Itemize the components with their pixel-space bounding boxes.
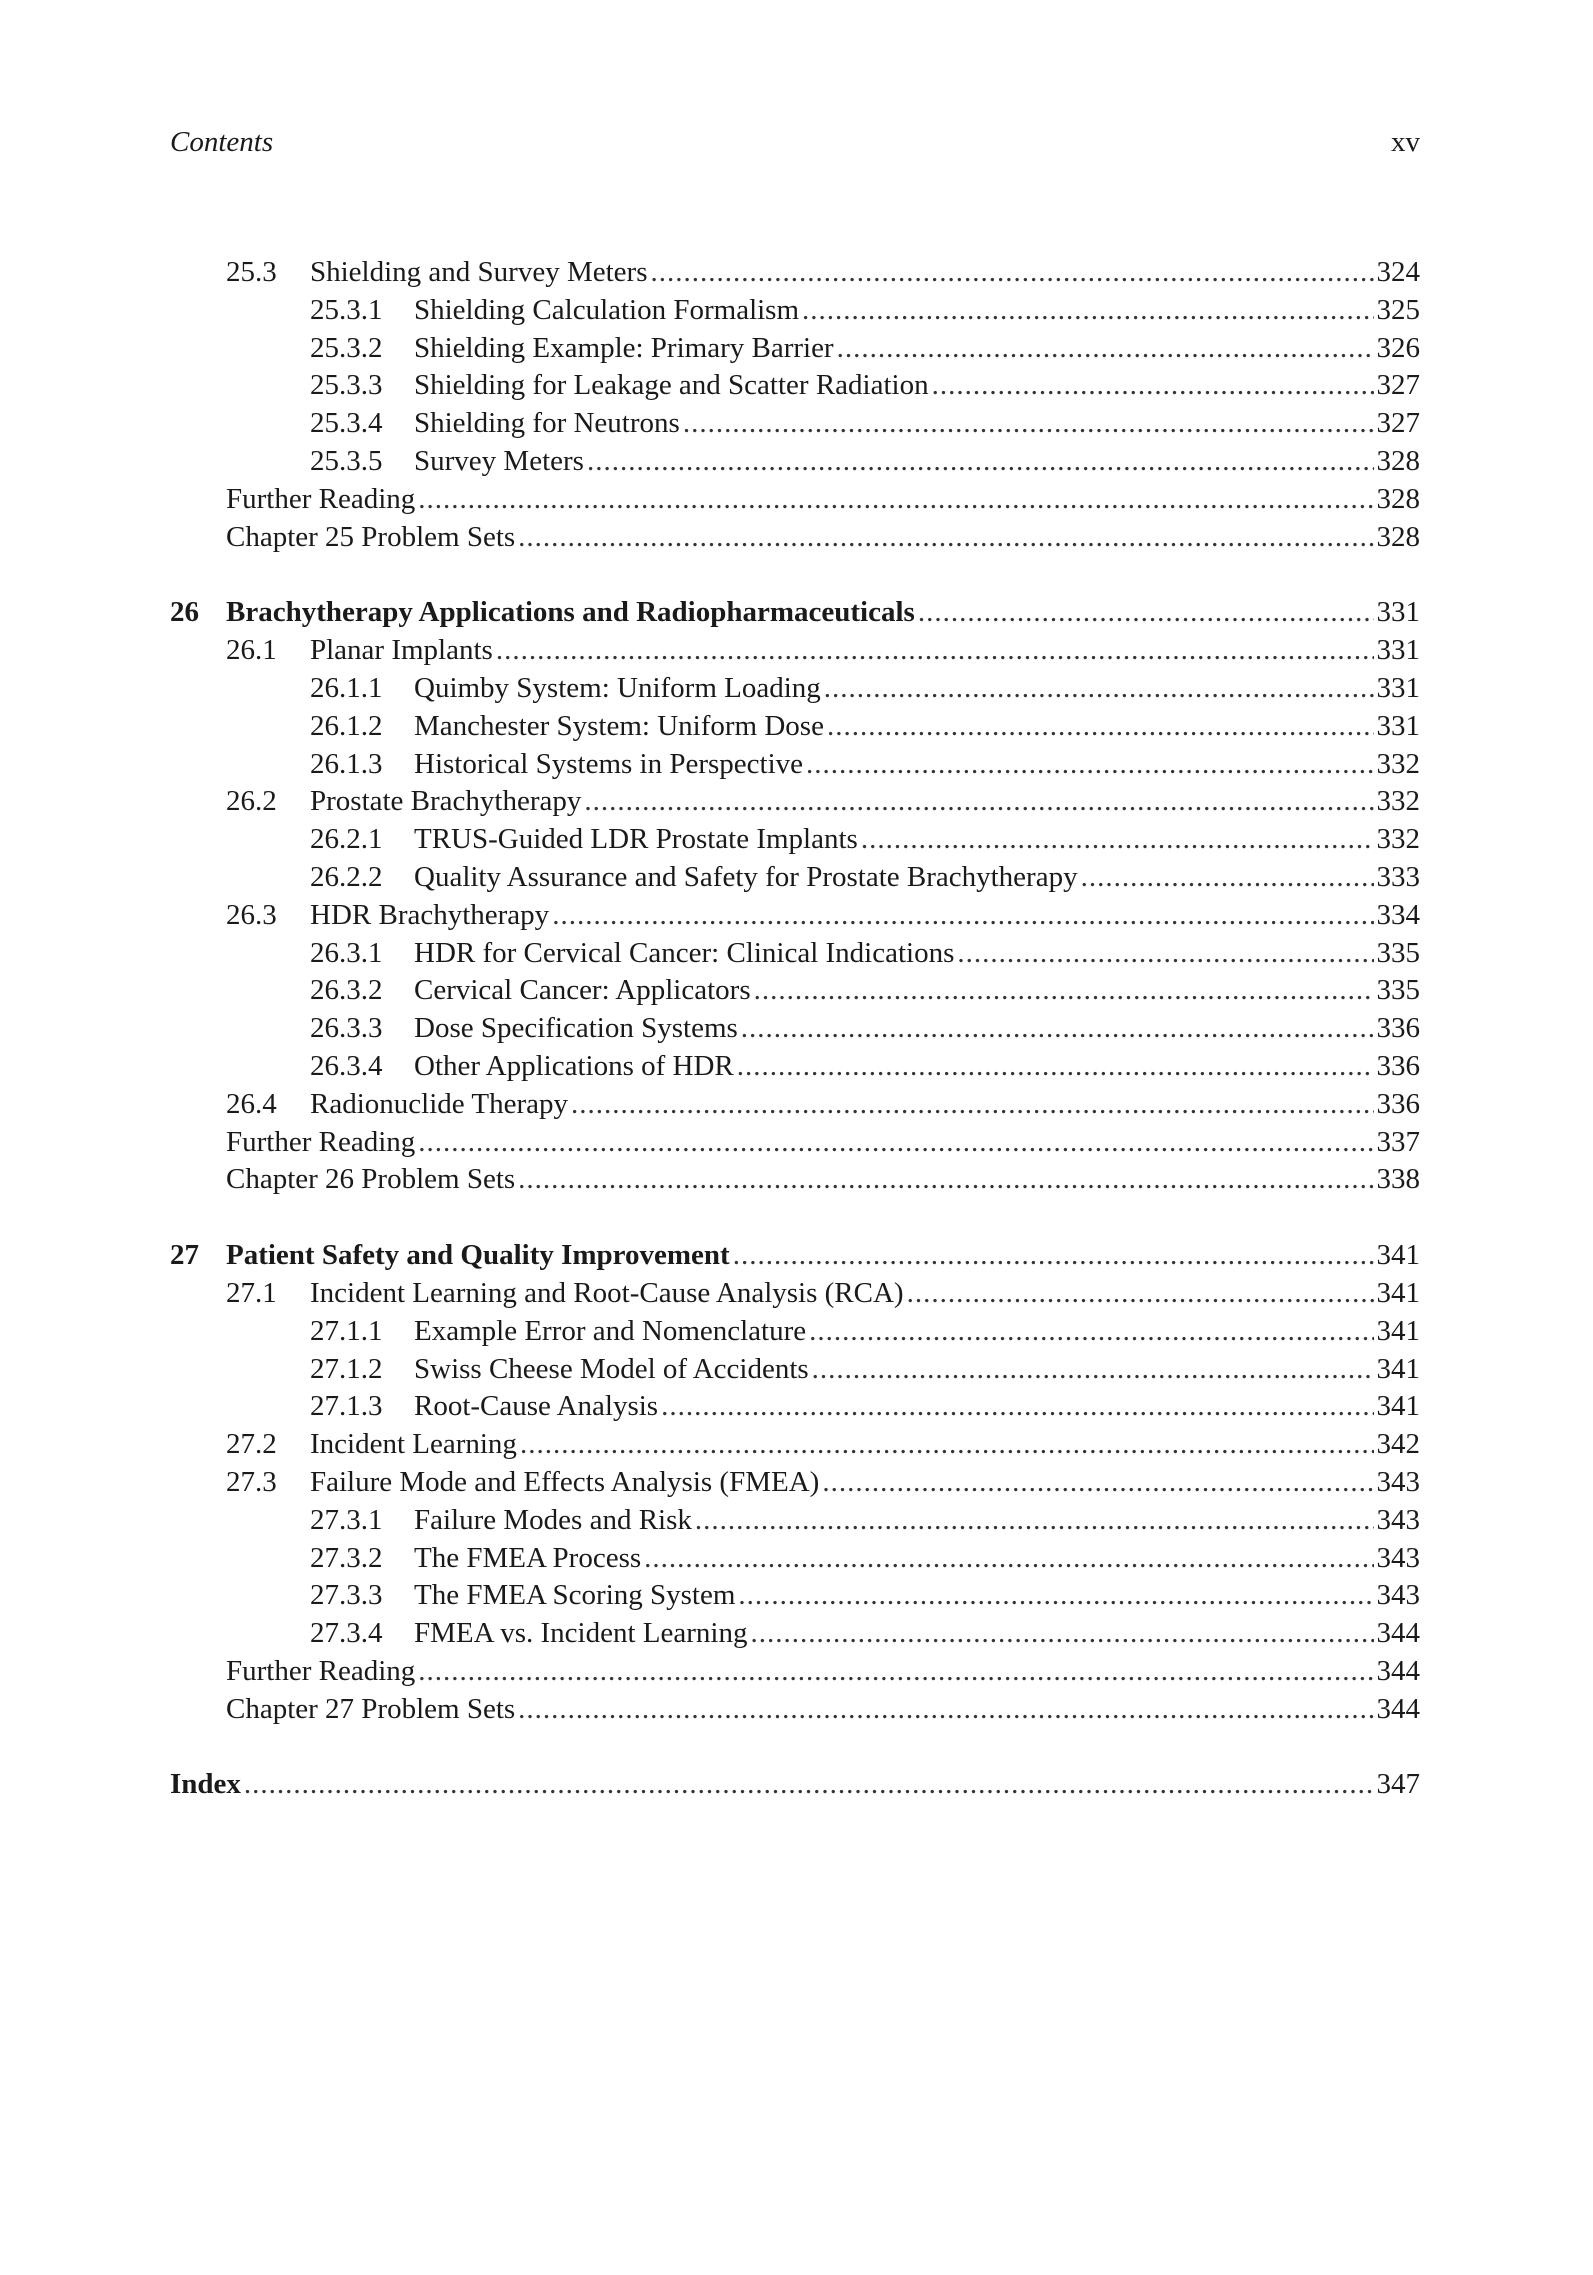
- toc-entry-number: 26.3.3: [310, 1012, 383, 1045]
- dot-leader: [518, 519, 1373, 557]
- toc-subsection-entry[interactable]: [170, 708, 1420, 746]
- toc-entry-title: Failure Mode and Effects Analysis (FMEA): [310, 1465, 820, 1498]
- toc-entry-title: HDR Brachytherapy: [310, 898, 550, 931]
- dot-leader: [244, 1766, 1374, 1804]
- toc-entry-page-number: 332: [1376, 785, 1420, 818]
- toc-entry-number: 27: [170, 1239, 199, 1272]
- dot-leader: [520, 1426, 1374, 1464]
- toc-entry-number: 26.1: [226, 634, 277, 667]
- dot-leader: [861, 821, 1374, 859]
- toc-entry-page-number: 344: [1376, 1654, 1420, 1687]
- toc-entry-number: 27.1: [226, 1276, 277, 1309]
- toc-entry-number: 25.3.5: [310, 444, 383, 477]
- dot-leader: [809, 1313, 1373, 1351]
- toc-entry-title: Further Reading: [226, 482, 416, 515]
- toc-entry-number: 26.1.2: [310, 709, 383, 742]
- toc-entry-number: 25.3.1: [310, 293, 383, 326]
- toc-entry-page-number: 328: [1376, 520, 1420, 553]
- toc-entry-number: 27.3: [226, 1465, 277, 1498]
- toc-entry-number: 26.3.2: [310, 974, 383, 1007]
- dot-leader: [518, 1691, 1373, 1729]
- toc-subsection-entry[interactable]: [170, 1388, 1420, 1426]
- dot-leader: [584, 783, 1373, 821]
- toc-chapter-entry[interactable]: [170, 1237, 1420, 1275]
- toc-entry-page-number: 341: [1376, 1314, 1420, 1347]
- toc-subsection-entry[interactable]: [170, 330, 1420, 368]
- toc-entry-title: Quimby System: Uniform Loading: [414, 671, 821, 704]
- toc-entry-page-number: 332: [1376, 823, 1420, 856]
- toc-subsection-entry[interactable]: [170, 1540, 1420, 1578]
- toc-entry-page-number: 336: [1376, 1087, 1420, 1120]
- toc-entry-page-number: 336: [1376, 1012, 1420, 1045]
- toc-subsection-entry[interactable]: [170, 746, 1420, 784]
- toc-entry-number: 26.1.3: [310, 747, 383, 780]
- toc-entry-page-number: 341: [1376, 1239, 1420, 1272]
- dot-leader: [587, 443, 1374, 481]
- dot-leader: [1081, 859, 1374, 897]
- toc-entry-number: 26.3.4: [310, 1049, 383, 1082]
- dot-leader: [824, 670, 1374, 708]
- dot-leader: [650, 254, 1373, 292]
- toc-entry-page-number: 343: [1376, 1465, 1420, 1498]
- toc-entry-title: Shielding Calculation Formalism: [414, 293, 800, 326]
- dot-leader: [957, 935, 1373, 973]
- toc-entry-title: Chapter 26 Problem Sets: [226, 1163, 516, 1196]
- toc-section-entry[interactable]: [170, 1691, 1420, 1729]
- toc-entry-title: The FMEA Scoring System: [414, 1579, 736, 1612]
- toc-entry-page-number: 331: [1376, 596, 1420, 629]
- dot-leader: [754, 972, 1374, 1010]
- toc-subsection-entry[interactable]: [170, 1351, 1420, 1389]
- toc-entry-title: Index: [170, 1768, 241, 1801]
- toc-entry-page-number: 327: [1376, 369, 1420, 402]
- toc-entry-page-number: 341: [1376, 1390, 1420, 1423]
- toc-section-entry[interactable]: [170, 897, 1420, 935]
- toc-entry-title: Root-Cause Analysis: [414, 1390, 659, 1423]
- toc-entry-number: 27.1.2: [310, 1352, 383, 1385]
- toc-entry-title: Swiss Cheese Model of Accidents: [414, 1352, 809, 1385]
- toc-subsection-entry[interactable]: [170, 972, 1420, 1010]
- toc-entry-page-number: 333: [1376, 860, 1420, 893]
- toc-entry-page-number: 331: [1376, 634, 1420, 667]
- running-head-section: Contents: [170, 126, 274, 158]
- toc-entry-page-number: 335: [1376, 936, 1420, 969]
- table-of-contents: [170, 254, 1420, 1804]
- dot-leader: [661, 1388, 1373, 1426]
- toc-entry-title: Incident Learning and Root-Cause Analysis (RCA): [310, 1276, 904, 1309]
- toc-section-entry[interactable]: [170, 1124, 1420, 1162]
- toc-entry-title: Brachytherapy Applications and Radiopharmaceuticals: [226, 596, 915, 629]
- toc-entry-page-number: 325: [1376, 293, 1420, 326]
- dot-leader: [812, 1351, 1374, 1389]
- dot-leader: [837, 330, 1374, 368]
- toc-entry-title: Failure Modes and Risk: [414, 1503, 692, 1536]
- toc-entry-number: 27.3.3: [310, 1579, 383, 1612]
- dot-leader: [932, 367, 1374, 405]
- toc-subsection-entry[interactable]: [170, 1615, 1420, 1653]
- toc-entry-title: TRUS-Guided LDR Prostate Implants: [414, 823, 858, 856]
- toc-entry-page-number: 335: [1376, 974, 1420, 1007]
- toc-entry-page-number: 344: [1376, 1617, 1420, 1650]
- toc-entry-title: Shielding for Leakage and Scatter Radiation: [414, 369, 929, 402]
- dot-leader: [496, 632, 1374, 670]
- dot-leader: [683, 405, 1374, 443]
- toc-subsection-entry[interactable]: [170, 292, 1420, 330]
- toc-entry-page-number: 332: [1376, 747, 1420, 780]
- toc-entry-page-number: 324: [1376, 256, 1420, 288]
- toc-subsection-entry[interactable]: [170, 405, 1420, 443]
- toc-entry-page-number: 326: [1376, 331, 1420, 364]
- toc-entry-number: 27.1.1: [310, 1314, 383, 1347]
- toc-entry-title: The FMEA Process: [414, 1541, 642, 1574]
- dot-leader: [738, 1577, 1373, 1615]
- toc-subsection-entry[interactable]: [170, 859, 1420, 897]
- toc-entry-number: 26.1.1: [310, 671, 383, 704]
- toc-section-entry[interactable]: [170, 1086, 1420, 1124]
- toc-entry-title: Example Error and Nomenclature: [414, 1314, 807, 1347]
- toc-section-entry[interactable]: [170, 1161, 1420, 1199]
- dot-leader: [827, 708, 1374, 746]
- toc-entry-number: 26.3: [226, 898, 277, 931]
- toc-entry-title: Planar Implants: [310, 634, 493, 667]
- toc-entry-page-number: 328: [1376, 444, 1420, 477]
- dot-leader: [822, 1464, 1373, 1502]
- toc-entry-page-number: 343: [1376, 1503, 1420, 1536]
- dot-leader: [907, 1275, 1374, 1313]
- toc-entry-title: Incident Learning: [310, 1428, 517, 1461]
- toc-entry-number: 26.2.1: [310, 823, 383, 856]
- toc-entry-page-number: 344: [1376, 1692, 1420, 1725]
- dot-leader: [806, 746, 1373, 784]
- toc-entry-number: 25.3.4: [310, 407, 383, 440]
- toc-entry-page-number: 343: [1376, 1541, 1420, 1574]
- toc-entry-title: Other Applications of HDR: [414, 1049, 734, 1082]
- toc-chapter-entry[interactable]: [170, 594, 1420, 632]
- toc-entry-page-number: 328: [1376, 482, 1420, 515]
- toc-subsection-entry[interactable]: [170, 1502, 1420, 1540]
- toc-subsection-entry[interactable]: [170, 1313, 1420, 1351]
- toc-entry-page-number: 334: [1376, 898, 1420, 931]
- dot-leader: [802, 292, 1373, 330]
- toc-entry-page-number: 338: [1376, 1163, 1420, 1196]
- toc-entry-title: Shielding and Survey Meters: [310, 256, 648, 288]
- toc-section-entry[interactable]: [170, 1464, 1420, 1502]
- toc-subsection-entry[interactable]: [170, 1048, 1420, 1086]
- toc-entry-page-number: 337: [1376, 1125, 1420, 1158]
- toc-chapter-entry[interactable]: [170, 1766, 1420, 1804]
- toc-entry-title: HDR for Cervical Cancer: Clinical Indications: [414, 936, 955, 969]
- toc-entry-number: 27.3.2: [310, 1541, 383, 1574]
- toc-entry-title: Shielding for Neutrons: [414, 407, 680, 440]
- toc-entry-number: 26.4: [226, 1087, 277, 1120]
- dot-leader: [644, 1540, 1373, 1578]
- toc-entry-page-number: 342: [1376, 1428, 1420, 1461]
- toc-entry-page-number: 347: [1376, 1768, 1420, 1801]
- toc-entry-number: 26: [170, 596, 199, 629]
- toc-entry-number: 26.3.1: [310, 936, 383, 969]
- toc-entry-page-number: 327: [1376, 407, 1420, 440]
- page-folio: xv: [1391, 126, 1420, 158]
- toc-entry-number: 27.2: [226, 1428, 277, 1461]
- toc-section-entry[interactable]: [170, 632, 1420, 670]
- dot-leader: [750, 1615, 1373, 1653]
- toc-entry-number: 25.3.2: [310, 331, 383, 364]
- dot-leader: [571, 1086, 1374, 1124]
- toc-entry-title: Chapter 25 Problem Sets: [226, 520, 516, 553]
- toc-subsection-entry[interactable]: [170, 443, 1420, 481]
- toc-section-entry[interactable]: [170, 1653, 1420, 1691]
- toc-entry-title: Shielding Example: Primary Barrier: [414, 331, 834, 364]
- toc-entry-title: Patient Safety and Quality Improvement: [226, 1239, 730, 1272]
- toc-entry-number: 26.2: [226, 785, 277, 818]
- toc-entry-title: Radionuclide Therapy: [310, 1087, 568, 1120]
- toc-subsection-entry[interactable]: [170, 1010, 1420, 1048]
- toc-section-entry[interactable]: [170, 254, 1420, 292]
- toc-entry-page-number: 341: [1376, 1276, 1420, 1309]
- dot-leader: [737, 1048, 1374, 1086]
- toc-entry-number: 27.3.4: [310, 1617, 383, 1650]
- toc-entry-number: 25.3.3: [310, 369, 383, 402]
- toc-entry-page-number: 331: [1376, 671, 1420, 704]
- dot-leader: [418, 481, 1373, 519]
- toc-section-entry[interactable]: [170, 1426, 1420, 1464]
- toc-section-entry[interactable]: [170, 481, 1420, 519]
- toc-subsection-entry[interactable]: [170, 670, 1420, 708]
- toc-entry-page-number: 341: [1376, 1352, 1420, 1385]
- toc-entry-title: Historical Systems in Perspective: [414, 747, 804, 780]
- toc-subsection-entry[interactable]: [170, 367, 1420, 405]
- running-head: [170, 126, 1420, 166]
- dot-leader: [741, 1010, 1374, 1048]
- toc-section-entry[interactable]: [170, 1275, 1420, 1313]
- toc-entry-title: Manchester System: Uniform Dose: [414, 709, 824, 742]
- toc-entry-number: 27.1.3: [310, 1390, 383, 1423]
- toc-entry-title: Further Reading: [226, 1125, 416, 1158]
- toc-section-entry[interactable]: [170, 783, 1420, 821]
- toc-entry-title: Survey Meters: [414, 444, 584, 477]
- toc-entry-title: FMEA vs. Incident Learning: [414, 1617, 748, 1650]
- dot-leader: [552, 897, 1373, 935]
- toc-entry-number: 26.2.2: [310, 860, 383, 893]
- dot-leader: [518, 1161, 1373, 1199]
- toc-section-entry[interactable]: [170, 519, 1420, 557]
- dot-leader: [733, 1237, 1374, 1275]
- dot-leader: [418, 1653, 1373, 1691]
- toc-entry-title: Cervical Cancer: Applicators: [414, 974, 751, 1007]
- toc-entry-title: Dose Specification Systems: [414, 1012, 738, 1045]
- toc-subsection-entry[interactable]: [170, 935, 1420, 973]
- dot-leader: [918, 594, 1374, 632]
- toc-entry-title: Further Reading: [226, 1654, 416, 1687]
- toc-subsection-entry[interactable]: [170, 1577, 1420, 1615]
- dot-leader: [695, 1502, 1374, 1540]
- dot-leader: [418, 1124, 1373, 1162]
- toc-entry-page-number: 336: [1376, 1049, 1420, 1082]
- toc-entry-number: 25.3: [226, 256, 277, 288]
- toc-entry-title: Chapter 27 Problem Sets: [226, 1692, 516, 1725]
- toc-entry-page-number: 331: [1376, 709, 1420, 742]
- toc-entry-title: Quality Assurance and Safety for Prostate Brachytherapy: [414, 860, 1078, 893]
- toc-entry-title: Prostate Brachytherapy: [310, 785, 582, 818]
- toc-entry-page-number: 343: [1376, 1579, 1420, 1612]
- toc-entry-number: 27.3.1: [310, 1503, 383, 1536]
- toc-subsection-entry[interactable]: [170, 821, 1420, 859]
